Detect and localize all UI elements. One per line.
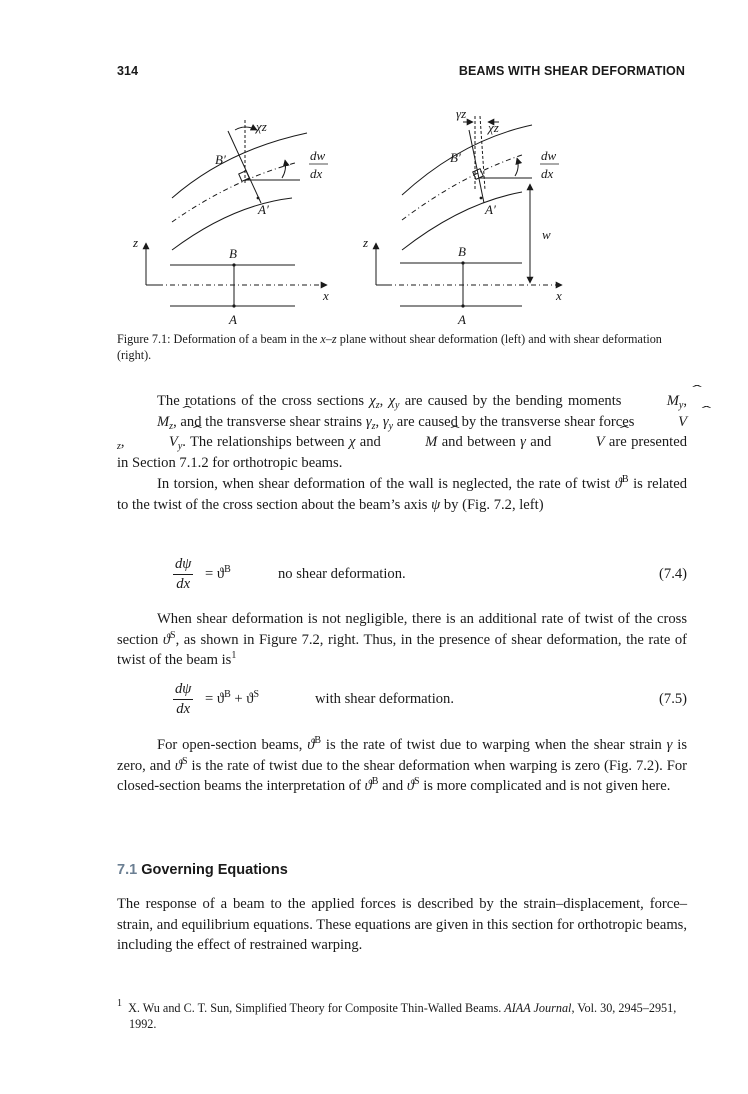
label-chi-right: χz [488, 120, 499, 135]
paragraph-shear-twist: When shear deformation is not negligible, there is an additional rate of twist of the cross section $ϑ^S$, as shown in Figure 7.2, right. Thus, in the presence of shear deformation, the rate of twist of the beam $is^1$ [117, 611, 687, 669]
section-number: 7.1 [117, 862, 138, 878]
label-z-left: z [133, 235, 139, 250]
paragraph-torsion: In torsion, when shear deformation of the wall is neglected, the rate of twist $ϑ^B$ is related to the twist of the cross section about the beam’s axis ψ by (Fig. 7.2, left) [117, 474, 687, 513]
label-a-right: A [458, 312, 466, 327]
paragraph-rotations: The rotations of the cross sections $\chi_z$, $\chi_y$ are caused by the bending moments ˆ $M_y$, ˆ $M_z$, and the transverse shear strains $\gamma_z$, $\gamma_y$ are caused by the transverse shear forces ˆ $V_z$, ˆ $V_y$. The relationships between χ and ˆ M and between γ and ˆ V are presented in Section 7.1.2 for orthotropic beams. [117, 391, 687, 473]
label-gamma-right: γz [456, 106, 467, 121]
label-b-prime-left: B′ [215, 152, 226, 167]
label-b-right: B [458, 244, 466, 259]
figure-caption: Figure 7.1: Deformation of a beam in the x–z plane without shear deformation (left) and with shear deformation (right). [117, 332, 662, 362]
page-number: 314 [117, 64, 139, 78]
paragraph-open-section: For open-section beams, $ϑ^B$ is the rate of twist due to warping when the shear strain γ is zero, and $ϑ^S$ is the rate of twist due to the shear deformation when warping is zero (Fig. 7.2). For closed-section beams the interpretation of $ϑ^B$ and $ϑ^S$ is more complicated and is not given here. [117, 735, 687, 795]
running-head: BEAMS WITH SHEAR DEFORMATION [458, 64, 685, 78]
label-b-left: B [229, 246, 237, 261]
label-x-left: x [323, 288, 329, 303]
equation-7-5: $\frac{d\psi}{dx}$ = $ϑ^B + ϑ^S$ with shear deformation. (7.5) [175, 681, 687, 717]
label-dw-left: dw [310, 148, 326, 163]
label-chi-left: χz [256, 119, 267, 134]
label-dw-right: dw [541, 148, 557, 163]
section-heading [117, 862, 288, 878]
label-dx-right: dx [541, 166, 554, 181]
label-w-right: w [542, 227, 551, 242]
label-a-prime-left: A′ [258, 202, 269, 217]
label-z-right: z [363, 235, 369, 250]
label-x-right: x [556, 288, 562, 303]
figure-beam-deformation [117, 100, 687, 332]
footnote: $^1$ X. Wu and C. T. Sun, Simplified Theory for Composite Thin-Walled Beams. AIAA Journal, Vol. 30, 2945–2951, 1992. [117, 998, 677, 1031]
label-a-left: A [229, 312, 237, 327]
label-dx-left: dx [310, 166, 323, 181]
paragraph-governing: The response of a beam to the applied forces is described by the strain–displacement, force–strain, and equilibrium equations. These equations are given in this section for orthotropic beams, including the effect of restrained warping. [117, 896, 687, 954]
equation-7-4: $\frac{d\psi}{dx}$ = $ϑ^B$ no shear deformation. (7.4) [175, 556, 687, 592]
label-a-prime-right: A′ [485, 202, 496, 217]
label-b-prime-right: B′ [450, 150, 461, 165]
section-title: Governing Equations [141, 862, 288, 878]
